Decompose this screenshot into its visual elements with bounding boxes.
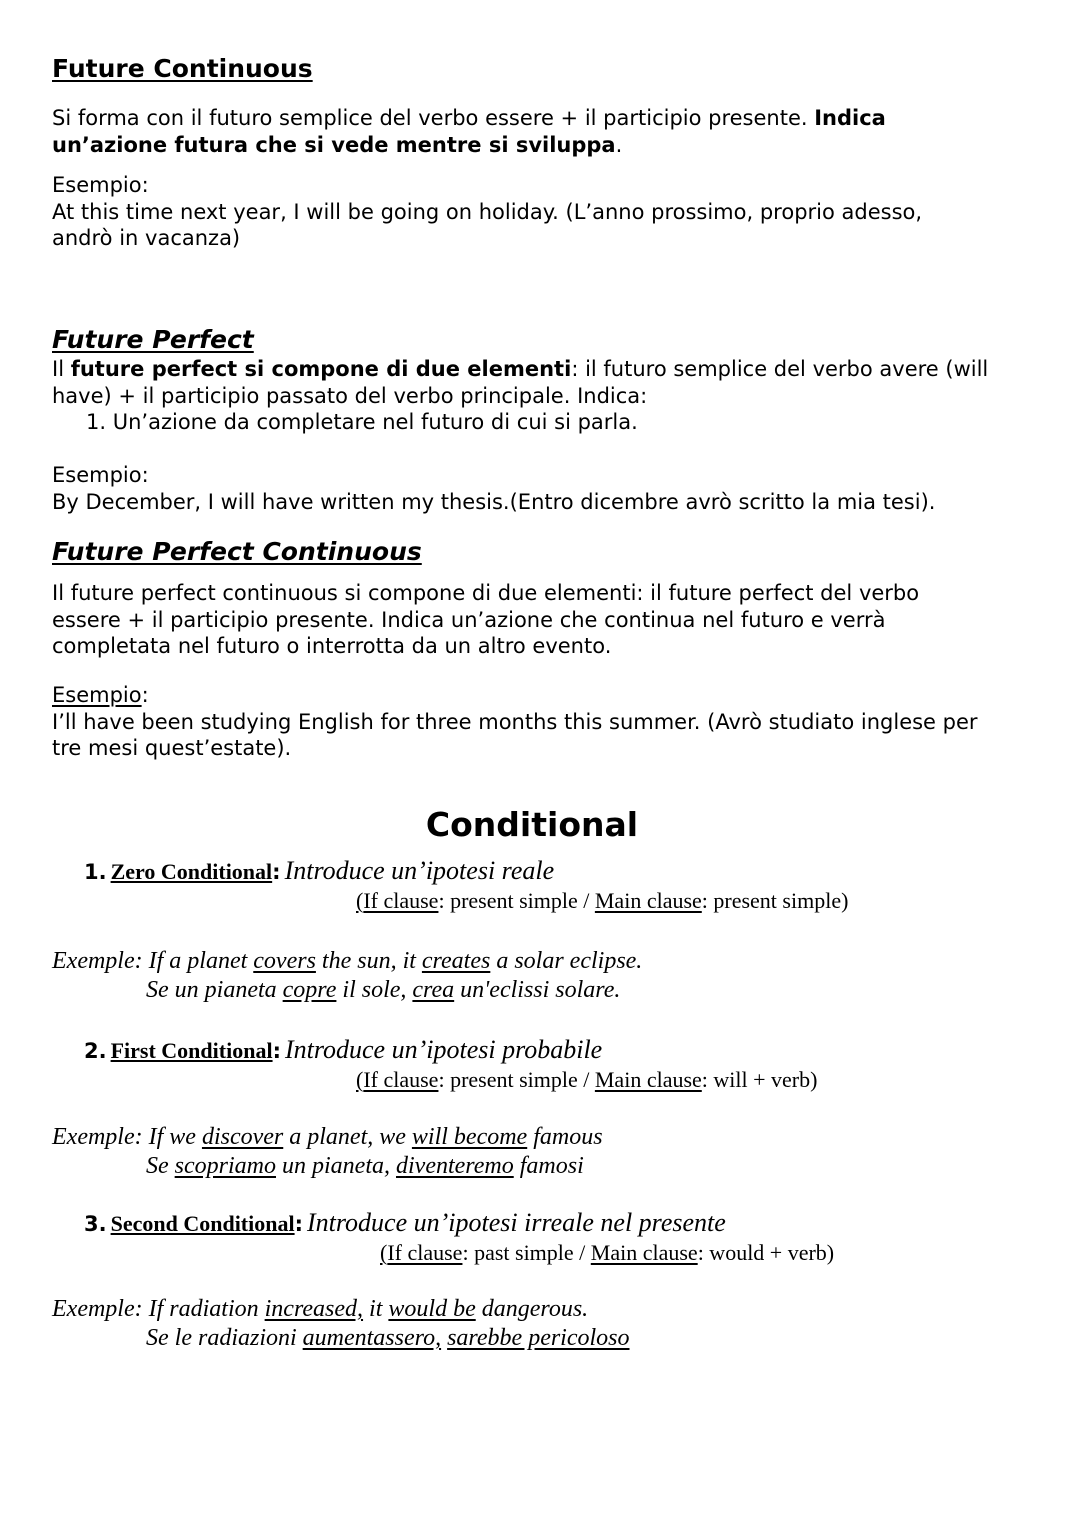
- conditional-item-first: [84, 1035, 602, 1065]
- list-number: 1.: [86, 410, 107, 434]
- t: Se un pianeta: [146, 977, 283, 1003]
- t: If we: [148, 1124, 202, 1150]
- t: un pianeta,: [276, 1153, 396, 1179]
- main-clause-value: : present simple): [701, 888, 849, 913]
- text: : il futuro semplice del verbo avere (will have) + il participio passato del verbo principale. Indica:: [52, 357, 989, 408]
- t: Se: [146, 1153, 175, 1179]
- item-colon: :: [272, 1039, 281, 1063]
- open-paren: (: [380, 1240, 388, 1265]
- example-future-continuous: [52, 172, 982, 252]
- example-label: Exemple:: [52, 1124, 149, 1150]
- text: :: [141, 683, 149, 707]
- formula-zero: [356, 888, 848, 914]
- main-clause-value: : would + verb): [697, 1240, 835, 1265]
- item-description: Introduce un’ipotesi irreale nel presente: [307, 1208, 726, 1237]
- example-translation: [52, 1324, 630, 1353]
- open-paren: (: [356, 888, 364, 913]
- verb: increased,: [264, 1296, 364, 1322]
- item-colon: :: [294, 1212, 303, 1236]
- example-future-perfect: [52, 462, 1042, 515]
- example-label: Esempio: [52, 683, 142, 707]
- item-description: Introduce un’ipotesi reale: [284, 856, 555, 885]
- item-name: Zero Conditional: [110, 859, 273, 884]
- example-text: I’ll have been studying English for three months this summer. (Avrò studiato inglese per tre mesi quest’estate).: [52, 709, 978, 760]
- paragraph-future-perfect: [52, 356, 1012, 409]
- item-number: 1.: [84, 860, 107, 884]
- verb: diventeremo: [396, 1153, 514, 1179]
- example-label: Esempio:: [52, 463, 149, 487]
- if-clause-value: : present simple /: [438, 888, 595, 913]
- example-label: Exemple:: [52, 1296, 149, 1322]
- if-clause-value: : present simple /: [438, 1067, 595, 1092]
- list-item: [86, 409, 638, 436]
- verb: will become: [411, 1124, 528, 1150]
- main-clause-label: Main clause: [594, 888, 702, 913]
- item-number: 3.: [84, 1212, 107, 1236]
- example-text: At this time next year, I will be going on holiday. (L’anno prossimo, proprio adesso, andrò in vacanza): [52, 199, 923, 250]
- example-zero: [52, 947, 642, 1005]
- if-clause-label: If clause: [363, 888, 439, 913]
- t: the sun, it: [315, 948, 422, 974]
- example-future-perfect-continuous: [52, 682, 992, 762]
- section-title-conditional: Conditional: [425, 805, 639, 844]
- item-number: 2.: [84, 1039, 107, 1063]
- verb: creates: [421, 948, 491, 974]
- verb: would be: [388, 1296, 476, 1322]
- text: Il: [52, 357, 71, 381]
- example-label: Esempio:: [52, 173, 149, 197]
- bold-text: future perfect si compone di due elementi: [70, 357, 572, 381]
- conditional-item-zero: [84, 856, 554, 886]
- heading-future-perfect-continuous: Future Perfect Continuous: [52, 537, 422, 566]
- t: famous: [527, 1124, 603, 1150]
- example-translation: [52, 1152, 603, 1181]
- paragraph-future-continuous: [52, 105, 952, 158]
- t: dangerous.: [475, 1296, 589, 1322]
- t: If a planet: [148, 948, 254, 974]
- paragraph-future-perfect-continuous: Il future perfect continuous si compone di due elementi: il future perfect del verbo essere + il participio presente. Indica un’azione che continua nel futuro e verrà completata nel futuro o interrotta da un altro evento.: [52, 581, 920, 658]
- t: a planet, we: [283, 1124, 412, 1150]
- if-clause-label: If clause: [363, 1067, 439, 1092]
- t: un'eclissi solare.: [454, 977, 621, 1003]
- main-clause-value: : will + verb): [701, 1067, 818, 1092]
- main-clause-label: Main clause: [594, 1067, 702, 1092]
- if-clause-label: If clause: [387, 1240, 463, 1265]
- example-first: [52, 1123, 603, 1181]
- verb: sarebbe pericoloso: [447, 1325, 630, 1351]
- heading-future-continuous: Future Continuous: [52, 54, 313, 83]
- t: a solar eclipse.: [490, 948, 643, 974]
- t: If radiation: [148, 1296, 265, 1322]
- verb: discover: [201, 1124, 284, 1150]
- example-text: By December, I will have written my thesis.(Entro dicembre avrò scritto la mia tesi).: [52, 489, 936, 514]
- item-name: First Conditional: [110, 1038, 273, 1063]
- item-name: Second Conditional: [110, 1211, 295, 1236]
- heading-future-perfect: Future Perfect: [52, 325, 254, 354]
- t: famosi: [513, 1153, 584, 1179]
- t: it: [363, 1296, 389, 1322]
- open-paren: (: [356, 1067, 364, 1092]
- example-second: [52, 1295, 630, 1353]
- text: Si forma con il futuro semplice del verbo essere + il participio presente.: [52, 106, 815, 130]
- main-clause-label: Main clause: [590, 1240, 698, 1265]
- item-colon: :: [272, 860, 281, 884]
- example-translation: [52, 976, 642, 1005]
- list-text: Un’azione da completare nel futuro di cui si parla.: [112, 410, 638, 434]
- example-label: Exemple:: [52, 948, 149, 974]
- if-clause-value: : past simple /: [462, 1240, 591, 1265]
- text: .: [615, 132, 623, 157]
- t: il sole,: [336, 977, 413, 1003]
- verb: aumentassero,: [302, 1325, 442, 1351]
- conditional-item-second: [84, 1208, 726, 1238]
- formula-second: [380, 1240, 834, 1266]
- verb: crea: [412, 977, 455, 1003]
- verb: covers: [253, 948, 316, 974]
- formula-first: [356, 1067, 817, 1093]
- verb: scopriamo: [174, 1153, 276, 1179]
- item-description: Introduce un’ipotesi probabile: [284, 1035, 603, 1064]
- t: Se le radiazioni: [146, 1325, 303, 1351]
- verb: copre: [282, 977, 337, 1003]
- bold-text: Indica un’azione futura che si vede mentre si sviluppa: [52, 106, 886, 157]
